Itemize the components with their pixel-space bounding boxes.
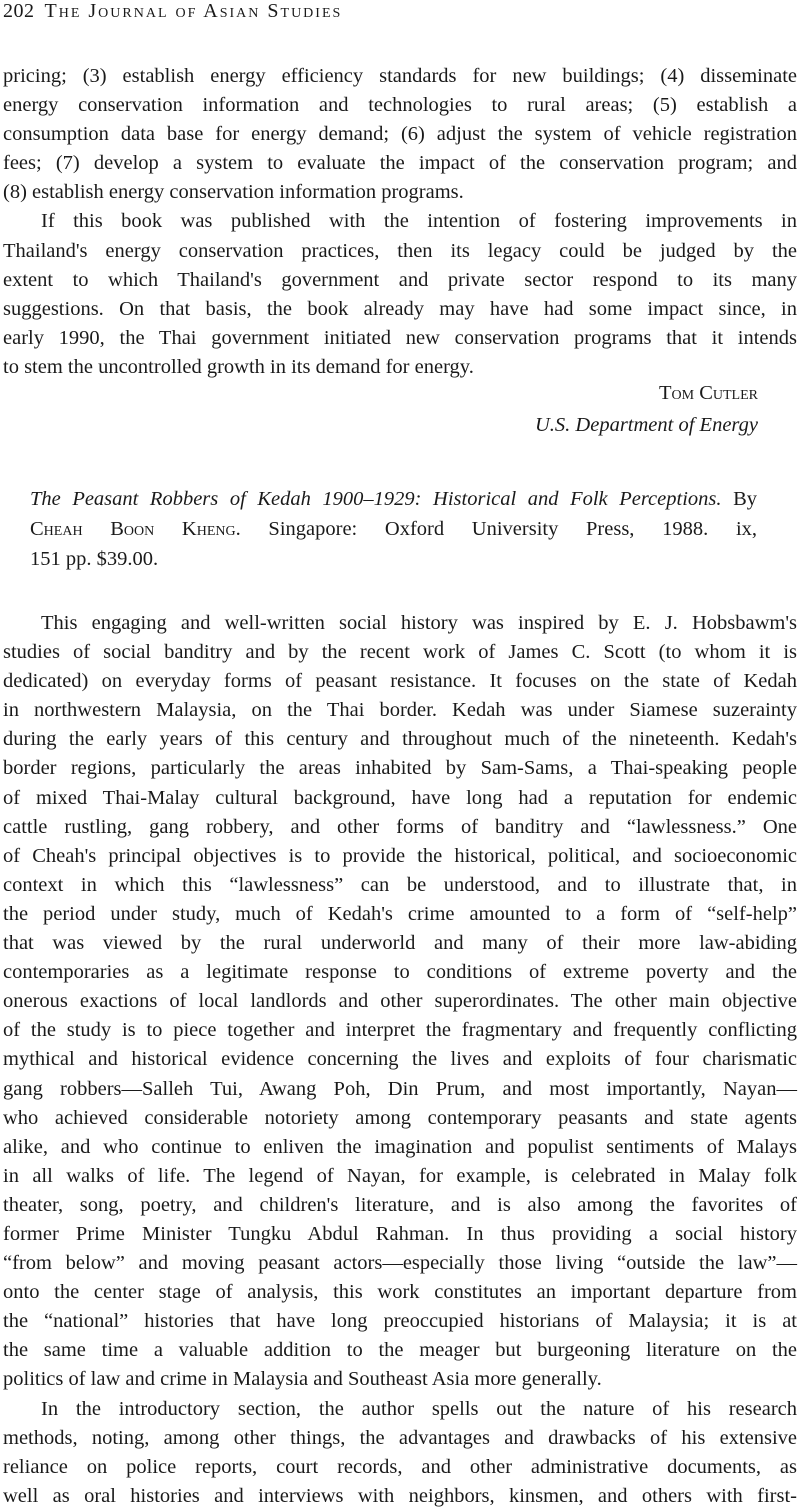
text-line: well as oral histories and interviews with neighbors, kinsmen, and others with first- (3, 1484, 797, 1507)
text-line: gang robbers—Salleh Tui, Awang Poh, Din Prum, and most importantly, Nayan— (3, 1077, 797, 1100)
text-line: of Cheah's principal objectives is to provide the historical, political, and socioeconomic (3, 844, 797, 867)
text-line: the period under study, much of Kedah's crime amounted to a form of “self-help” (3, 902, 797, 925)
text-line: who achieved considerable notoriety among contemporary peasants and state agents (3, 1106, 797, 1129)
book-pages-price: 151 pp. $39.00. (30, 548, 159, 570)
text-line: contemporaries as a legitimate response to conditions of extreme poverty and the (3, 961, 797, 984)
text-line: reliance on police reports, court records, and other administrative documents, as (3, 1455, 797, 1478)
book-publisher: Singapore: Oxford University Press, 1988. (268, 518, 709, 540)
review-body (3, 609, 797, 1511)
text-line: that was viewed by the rural underworld and many of their more law-abiding (3, 932, 797, 955)
text-line: to stem the uncontrolled growth in its demand for energy. (3, 355, 474, 378)
text-line: alike, and who continue to enliven the imagination and populist sentiments of Malays (3, 1135, 797, 1158)
text-line: of mixed Thai-Malay cultural background, have long had a reputation for endemic (3, 786, 797, 809)
text-line: If this book was published with the intention of fostering improvements in (41, 210, 797, 233)
text-line: mythical and historical evidence concerning the lives and exploits of four charismatic (3, 1048, 797, 1071)
text-line: early 1990, the Thai government initiated new conservation programs that it intends (3, 326, 797, 349)
text-line: of the study is to piece together and interpret the fragmentary and frequently conflicting (3, 1019, 797, 1042)
book-citation (30, 484, 757, 574)
text-line: the “national” histories that have long preoccupied historians of Malaysia; it is at (3, 1310, 797, 1333)
text-line: context in which this “lawlessness” can be understood, and to illustrate that, in (3, 873, 797, 896)
text-line: Thailand's energy conservation practices, then its legacy could be judged by the (3, 239, 797, 262)
text-line: theater, song, poetry, and children's literature, and is also among the favorites of (3, 1193, 797, 1216)
citation-by: By (733, 488, 758, 510)
text-line: onerous exactions of local landlords and other superordinates. The other main objective (3, 990, 797, 1013)
text-line: This engaging and well-written social history was inspired by E. J. Hobsbawm's (41, 612, 797, 634)
text-line: energy conservation information and technologies to rural areas; (5) establish a (3, 94, 797, 117)
page-number: 202 (3, 0, 35, 22)
text-line: in all walks of life. The legend of Nayan, for example, is celebrated in Malay folk (3, 1164, 797, 1187)
text-line: cattle rustling, gang robbery, and other forms of banditry and “lawlessness.” One (3, 815, 797, 838)
text-line: extent to which Thailand's government and private sector respond to its many (3, 268, 797, 291)
text-line: (8) establish energy conservation information programs. (3, 181, 464, 204)
book-pages-roman: ix, (735, 518, 758, 540)
text-line: studies of social banditry and by the recent work of James C. Scott (to whom it is (3, 641, 797, 664)
running-head: The Journal of Asian Studies (44, 0, 343, 22)
text-line: border regions, particularly the areas inhabited by Sam-Sams, a Thai-speaking people (3, 757, 797, 780)
text-line: during the early years of this century and throughout much of the nineteenth. Kedah's (3, 728, 797, 751)
text-line: politics of law and crime in Malaysia and Southeast Asia more generally. (3, 1368, 602, 1391)
text-line: consumption data base for energy demand; (6) adjust the system of vehicle registration (3, 123, 797, 146)
text-line: former Prime Minister Tungku Abdul Rahman. In thus providing a social history (3, 1222, 797, 1245)
text-line: methods, noting, among other things, the advantages and drawbacks of his extensive (3, 1426, 797, 1449)
reviewer-signature (3, 377, 758, 441)
book-author: Cheah Boon Kheng. (30, 518, 241, 540)
book-title: The Peasant Robbers of Kedah 1900–1929: Historical and Folk Perceptions. (30, 488, 722, 510)
page-header (3, 0, 342, 23)
text-line: suggestions. On that basis, the book already may have had some impact since, in (3, 297, 797, 320)
text-line: dedicated) on everyday forms of peasant resistance. It focuses on the state of Kedah (3, 670, 797, 693)
text-line: In the introductory section, the author spells out the nature of his research (41, 1397, 797, 1420)
text-line: the same time a valuable addition to the meager but burgeoning literature on the (3, 1339, 797, 1362)
text-line: “from below” and moving peasant actors—especially those living “outside the law”— (3, 1252, 797, 1275)
text-line: fees; (7) develop a system to evaluate the impact of the conservation program; and (3, 152, 797, 175)
reviewer-affiliation: U.S. Department of Energy (535, 414, 758, 436)
text-line: pricing; (3) establish energy efficiency standards for new buildings; (4) disseminate (3, 65, 797, 87)
reviewer-name: Tom Cutler (659, 382, 758, 404)
previous-review-text (3, 62, 797, 382)
text-line: onto the center stage of analysis, this work constitutes an important departure from (3, 1281, 797, 1304)
text-line: in northwestern Malaysia, on the Thai border. Kedah was under Siamese suzerainty (3, 699, 797, 722)
